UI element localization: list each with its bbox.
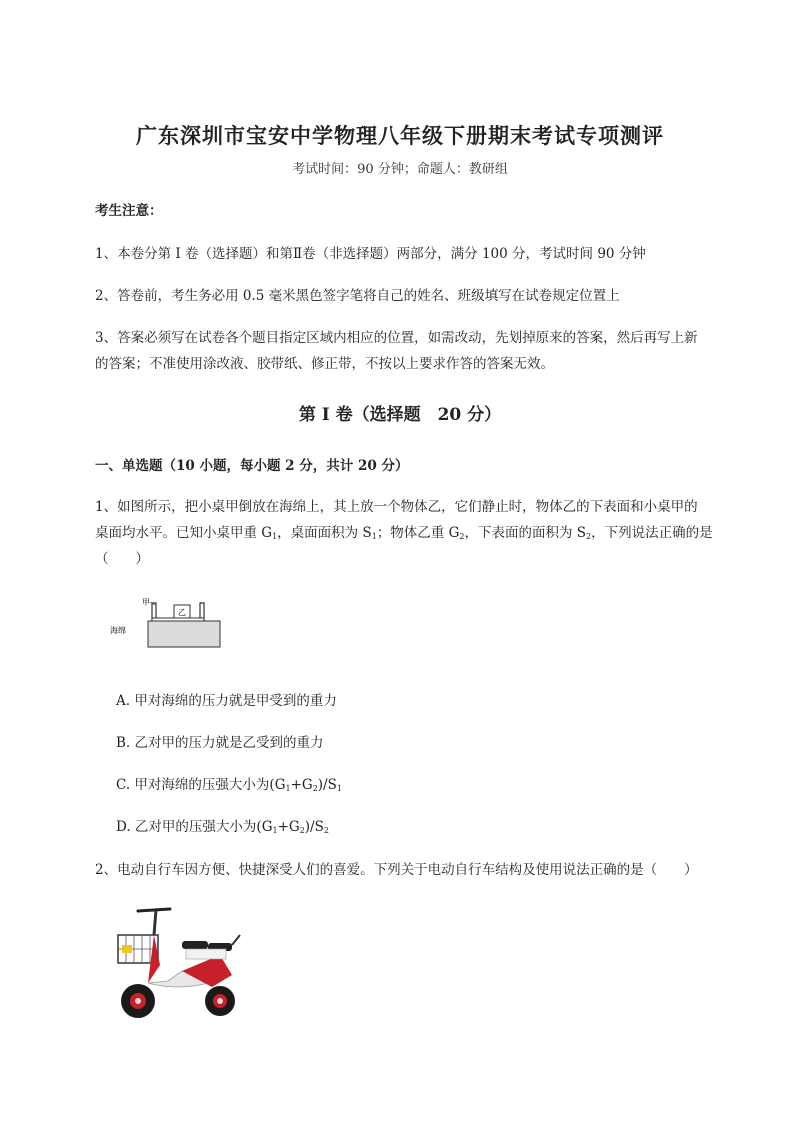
q1-sub: 2 bbox=[299, 826, 305, 835]
q1-text-d: ，下表面的面积为 S bbox=[464, 525, 587, 541]
q1-option-b[interactable]: B. 乙对甲的压力就是乙受到的重力 bbox=[116, 735, 324, 751]
q1-text-a: 桌面均水平。已知小桌甲重 G bbox=[95, 525, 273, 541]
q1-text-b: ，桌面面积为 S bbox=[277, 525, 372, 541]
q1-line1: 1、如图所示，把小桌甲倒放在海绵上，其上放一个物体乙，它们静止时，物体乙的下表面和小桌甲的 bbox=[95, 499, 698, 515]
notice-item-3: 3、答案必须写在试卷各个题目指定区域内相应的位置，如需改动，先划掉原来的答案，然后再写上新 bbox=[95, 330, 698, 346]
section-title: 第 I 卷（选择题 20 分） bbox=[298, 405, 502, 425]
q1-option-d[interactable] bbox=[116, 816, 329, 842]
notice-item-3-cont: 的答案；不准使用涂改液、胶带纸、修正带，不按以上要求作答的答案无效。 bbox=[95, 356, 554, 372]
option-d-text: )/S bbox=[304, 819, 324, 835]
q1-sub: 1 bbox=[272, 826, 278, 835]
q2-text: 2、电动自行车因方便、快捷深受人们的喜爱。下列关于电动自行车结构及使用说法正确的是（ ） bbox=[95, 862, 698, 878]
front-seat bbox=[182, 941, 208, 949]
option-d-text: D. 乙对甲的压强大小为(G bbox=[116, 819, 273, 835]
label-sponge: 海绵 bbox=[110, 626, 126, 635]
q1-sub: 1 bbox=[371, 532, 377, 541]
q1-sub: 1 bbox=[285, 784, 291, 793]
option-c-text: C. 甲对海绵的压强大小为(G bbox=[116, 777, 286, 793]
basket-tag bbox=[122, 945, 132, 953]
notice-item-1: 1、本卷分第 I 卷（选择题）和第Ⅱ卷（非选择题）两部分，满分 100 分，考试时间 90 分钟 bbox=[95, 246, 646, 262]
q1-sub: 2 bbox=[586, 532, 592, 541]
page-title: 广东深圳市宝安中学物理八年级下册期末考试专项测评 bbox=[136, 123, 664, 148]
option-c-text: +G bbox=[290, 777, 313, 793]
q1-text-e: ，下列说法正确的是 bbox=[591, 525, 713, 541]
option-d-text: +G bbox=[277, 819, 300, 835]
sponge-table-figure bbox=[108, 593, 228, 653]
electric-scooter-image bbox=[108, 905, 248, 1025]
q1-sub: 2 bbox=[312, 784, 318, 793]
q1-line3: （ ） bbox=[95, 551, 149, 567]
q1-option-a[interactable]: A. 甲对海绵的压力就是甲受到的重力 bbox=[116, 693, 337, 709]
exam-info: 考试时间：90 分钟；命题人：教研组 bbox=[292, 162, 508, 177]
handlebar bbox=[138, 909, 170, 911]
notice-heading: 考生注意： bbox=[95, 203, 163, 219]
q1-sub: 2 bbox=[459, 532, 465, 541]
q1-text-c: ；物体乙重 G bbox=[376, 525, 460, 541]
q1-sub: 2 bbox=[323, 826, 329, 835]
part-heading: 一、单选题（10 小题，每小题 2 分，共计 20 分） bbox=[95, 458, 409, 474]
label-yi: 乙 bbox=[178, 608, 186, 617]
q1-option-c[interactable] bbox=[116, 774, 342, 800]
label-jia: 甲 bbox=[142, 598, 150, 607]
option-c-text: )/S bbox=[317, 777, 337, 793]
sponge-block bbox=[148, 621, 220, 647]
q1-sub: 1 bbox=[272, 532, 278, 541]
q1-sub: 1 bbox=[336, 784, 342, 793]
notice-item-2: 2、答卷前，考生务必用 0.5 毫米黑色签字笔将自己的姓名、班级填写在试卷规定位置上 bbox=[95, 288, 620, 304]
